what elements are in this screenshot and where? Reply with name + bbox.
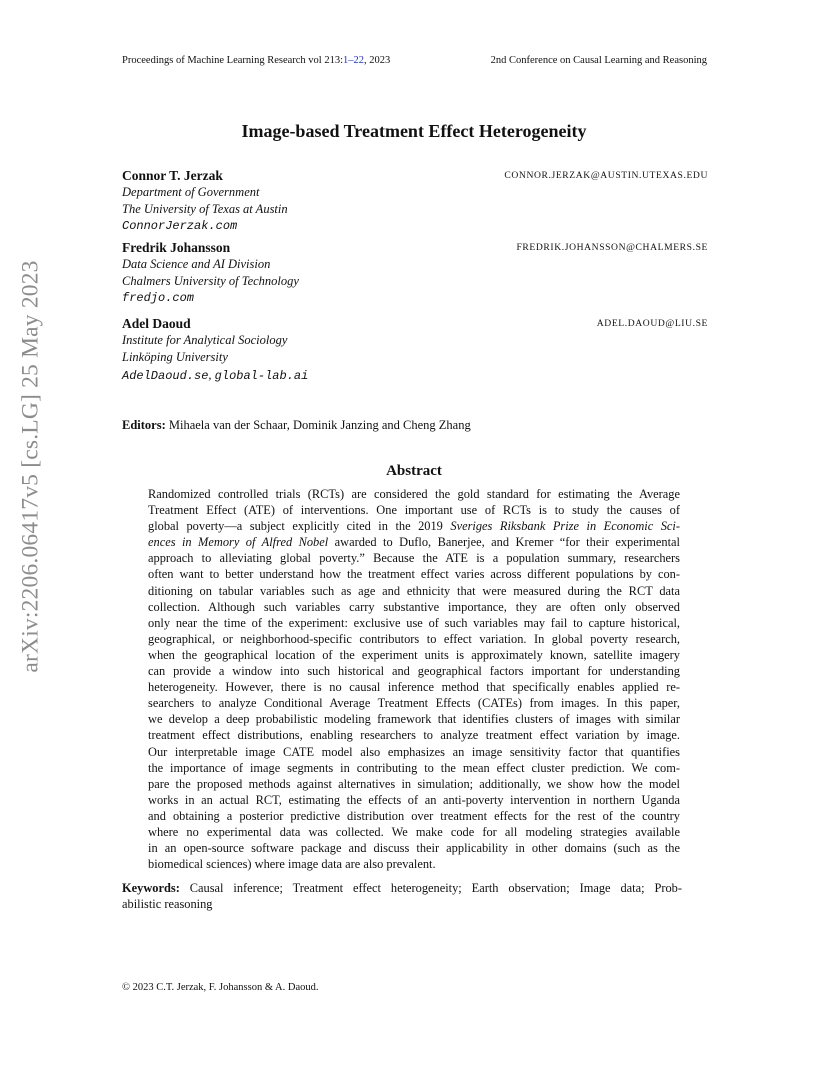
abstract-line: often want to better understand how the treatment effect varies across different populations by con- <box>148 567 680 582</box>
editors-names: Mihaela van der Schaar, Dominik Janzing and Cheng Zhang <box>168 418 471 432</box>
author-block-3 <box>122 315 708 385</box>
abstract-line <box>148 518 680 534</box>
abstract-line: treatment effect distributions, enabling researchers to analyze treatment effect variation by image. <box>148 728 680 743</box>
abstract-line: collection. Although such variables carry substantive importance, they are often only observed <box>148 599 680 614</box>
author-name: Connor T. Jerzak <box>122 168 223 183</box>
keywords-line <box>122 880 682 896</box>
abstract-line: geographical, or neighborhood-specific contributors to effect variation. In global poverty research, <box>148 631 680 646</box>
abstract-line: approach to alleviating global poverty.” Because the ATE is a population summary, researchers <box>148 551 680 566</box>
abstract-line: when the geographical location of the experiment units is approximately known, satellite imagery <box>148 647 680 662</box>
author-block-2 <box>122 239 708 307</box>
running-header-right: 2nd Conference on Causal Learning and Reasoning <box>490 55 707 66</box>
keywords-label: Keywords: <box>122 881 180 895</box>
abstract-line: in an open-source software package and discuss their applicability in other domains (such as the <box>148 841 680 856</box>
author-email[interactable]: ADEL.DAOUD@LIU.SE <box>596 318 708 329</box>
copyright-footer: © 2023 C.T. Jerzak, F. Johansson & A. Daoud. <box>122 982 319 993</box>
page-range-link[interactable]: 1–22 <box>343 55 365 66</box>
keywords-text: Causal inference; Treatment effect heterogeneity; Earth observation; Image data; Prob- <box>179 881 682 895</box>
running-header-left <box>122 55 390 66</box>
author-website[interactable]: fredjo.com <box>122 291 195 305</box>
author-institution: Linköping University <box>122 350 228 364</box>
keywords-block <box>122 880 682 912</box>
abstract-line: searchers to analyze Conditional Average Treatment Effects (CATEs) from images. In this paper, <box>148 696 680 711</box>
abstract-line: biomedical sciences) where image data are also prevalent. <box>148 857 436 872</box>
prize-name-italic-cont: ences in Memory of Alfred Nobel <box>148 535 329 550</box>
keywords-line: abilistic reasoning <box>122 897 213 912</box>
author-department: Department of Government <box>122 185 260 199</box>
author-website[interactable]: AdelDaoud.se <box>122 369 209 383</box>
author-website-2[interactable]: global-lab.ai <box>214 369 309 383</box>
author-websites <box>122 366 708 385</box>
abstract-body <box>148 486 680 872</box>
editors-label: Editors: <box>122 418 166 432</box>
paper-title: Image-based Treatment Effect Heterogeneity <box>241 121 587 141</box>
abstract-line: Randomized controlled trials (RCTs) are considered the gold standard for estimating the Average <box>148 487 680 501</box>
abstract-line: Treatment Effect (ATE) of interventions. One important use of RCTs is to study the causes of <box>148 503 680 518</box>
author-email[interactable]: CONNOR.JERZAK@AUSTIN.UTEXAS.EDU <box>504 170 708 181</box>
abstract-line: ditioning on tabular variables such as age and ethnicity that were measured during the RCT data <box>148 583 680 598</box>
proceedings-text: Proceedings of Machine Learning Research vol 213: <box>122 55 344 66</box>
website-separator: , <box>208 368 215 382</box>
author-email[interactable]: FREDRIK.JOHANSSON@CHALMERS.SE <box>516 242 708 253</box>
abstract-heading: Abstract <box>386 463 442 479</box>
author-institution: Chalmers University of Technology <box>122 274 299 288</box>
abstract-line: heterogeneity. However, there is no causal inference method that specifically enables applied re- <box>148 680 680 695</box>
abstract-text: global poverty—a subject explicitly cited in the 2019 <box>148 519 451 534</box>
author-name: Adel Daoud <box>122 316 191 331</box>
abstract-line: and obtaining a posterior predictive distribution over treatment effects for the rest of the country <box>148 808 680 823</box>
abstract-line: where no experimental data was collected. We make code for all modeling strategies available <box>148 824 680 839</box>
author-institution: The University of Texas at Austin <box>122 202 288 216</box>
abstract-line: pare the proposed methods against alternatives in simulation; additionally, we show how the model <box>148 776 680 791</box>
abstract-line: Our interpretable image CATE model also emphasizes an image sensitivity factor that quantifies <box>148 744 680 759</box>
abstract-line: the importance of image segments in contributing to the mean effect cluster prediction. We com- <box>148 760 680 775</box>
proceedings-year: , 2023 <box>364 55 391 66</box>
abstract-line <box>148 534 680 550</box>
editors-line <box>122 418 471 433</box>
prize-name-italic: Sveriges Riksbank Prize in Economic Sci- <box>450 519 680 534</box>
author-department: Data Science and AI Division <box>122 257 271 271</box>
abstract-text: awarded to Duflo, Banerjee, and Kremer “for their experimental <box>328 535 681 550</box>
author-website[interactable]: ConnorJerzak.com <box>122 219 238 233</box>
author-name: Fredrik Johansson <box>122 240 231 255</box>
abstract-line: we develop a deep probabilistic modeling framework that identifies clusters of images with similar <box>148 712 680 727</box>
arxiv-id-text: arXiv:2206.06417v5 [cs.LG] 25 May 2023 <box>17 259 44 673</box>
abstract-line: can provide a window into such historical and geographical factors important for understanding <box>148 664 680 679</box>
abstract-line: only near the time of the experiment: exclusive use of such variables may fail to capture historical, <box>148 615 680 630</box>
author-department: Institute for Analytical Sociology <box>122 333 288 347</box>
author-block-1 <box>122 167 708 235</box>
abstract-line: works in an actual RCT, estimating the effects of an anti-poverty intervention in northern Uganda <box>148 792 680 807</box>
